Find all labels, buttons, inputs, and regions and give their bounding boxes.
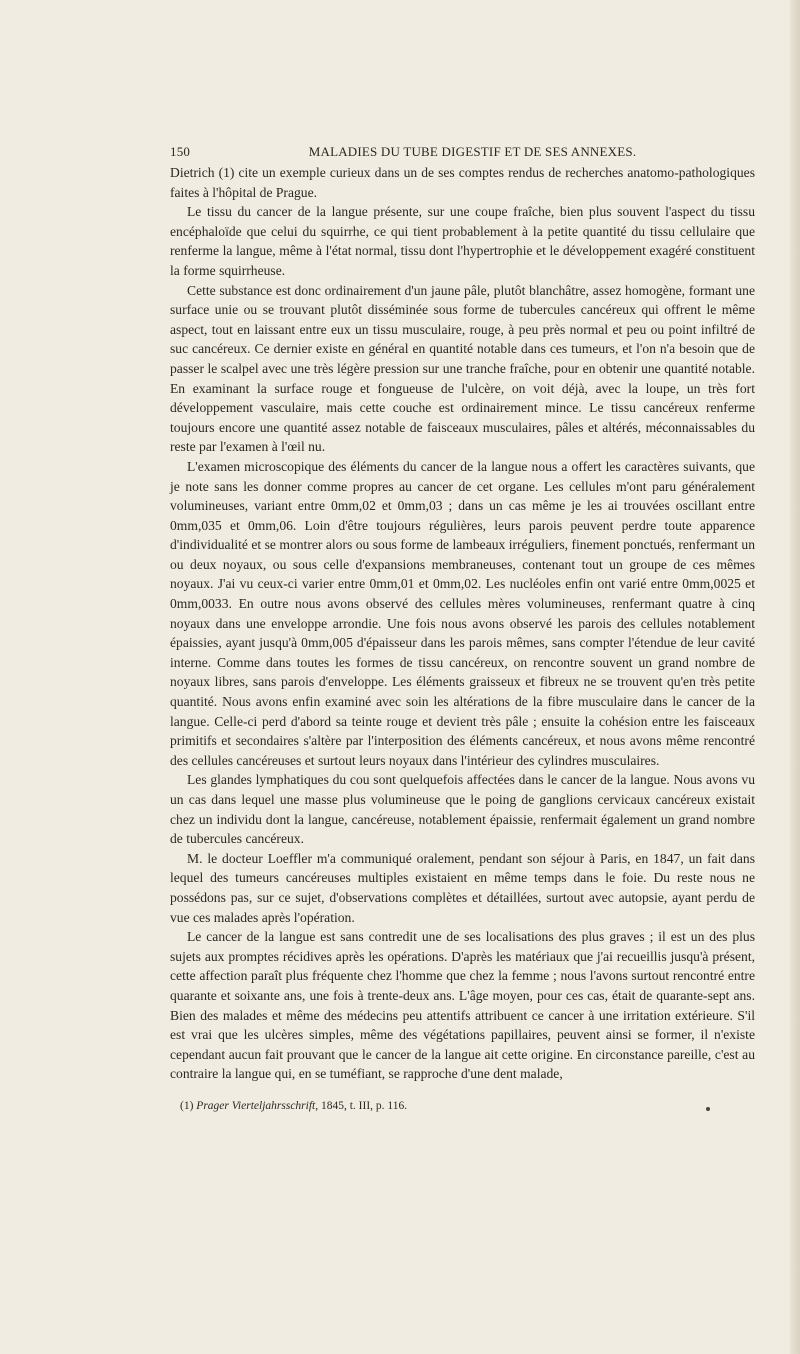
paragraph-7: Le cancer de la langue est sans contredit une de ses localisations des plus graves ; il est un des plus sujets aux promptes récidives après les opérations. D'après les matériaux que j'ai recueillis jusqu'à présent, cette affection paraît plus fréquente chez l'homme que chez la femme ; nous l'avons surtout rencontré entre quarante et soixante ans, une fois à trente-deux ans. L'âge moyen, pour ces cas, était de quarante-sept ans. Bien des malades et même des médecins peu attentifs attribuent ce cancer à une irritation extérieure. S'il est vrai que les ulcères simples, même des végétations papillaires, peuvent ainsi se former, il n'existe cependant aucun fait prouvant que le cancer de la langue ait cette origine. En circonstance pareille, c'est au contraire la langue qui, en se tuméfiant, se rapproche d'une dent malade, (170, 929, 755, 1082)
running-head: MALADIES DU TUBE DIGESTIF ET DE SES ANNEXES. (308, 144, 637, 159)
paragraph-6: M. le docteur Loeffler m'a communiqué oralement, pendant son séjour à Paris, en 1847, un fait dans lequel des tumeurs cancéreuses multiples existaient en même temps dans le foie. Du reste nous ne possédons pas, sur ce sujet, d'observations complètes et détaillées, surtout avec autopsie, ayant perdu de vue ces malades après l'opération. (170, 850, 755, 925)
footnote-title: Prager Vierteljahrsschrift (196, 1100, 316, 1112)
page-edge (790, 0, 800, 1354)
paragraph-3: Cette substance est donc ordinairement d'un jaune pâle, plutôt blanchâtre, assez homogène, formant une surface unie ou se trouvant plutôt disséminée sous forme de tubercules cancéreux qui offrent le même aspect, tout en laissant entre eux un tissu musculaire, rouge, à peu près normal et peu ou point infiltré de suc cancéreux. Ce dernier existe en général en quantité notable dans ces tumeurs, et l'on n'a besoin que de passer le scalpel avec une très légère pression sur une tranche fraîche, pour en obtenir une quantité notable. En examinant la surface rouge et fongueuse de l'ulcère, on voit déjà, avec la loupe, un très fort développement vasculaire, mais cette couche est ordinairement mince. Le tissu cancéreux renferme toujours encore une quantité assez notable de faisceaux musculaires, pâles et altérés, méconnaissables du reste par l'examen à l'œil nu. (170, 282, 755, 455)
paragraph-2: Le tissu du cancer de la langue présente, sur une coupe fraîche, bien plus souvent l'aspect du tissu encéphaloïde que celui du squirrhe, ce qui tient probablement à la petite quantité du tissu cellulaire que renferme la langue, même à l'état normal, tissu dont l'hypertrophie et le développement exagéré constituent la forme squirrheuse. (170, 204, 755, 278)
paragraph-1: Dietrich (1) cite un exemple curieux dans un de ses comptes rendus de recherches anatomo-pathologiques faites à l'hôpital de Prague. (170, 165, 755, 200)
body-text (170, 163, 755, 1084)
ink-speck (706, 1107, 710, 1111)
page-number: 150 (170, 144, 191, 159)
paragraph-5: Les glandes lymphatiques du cou sont quelquefois affectées dans le cancer de la langue. Nous avons vu un cas dans lequel une masse plus volumineuse que le poing de ganglions cervicaux cancéreux existait chez un individu dont la langue, cancéreuse, notablement épaissie, renfermait également un grand nombre de tubercules cancéreux. (170, 772, 755, 847)
footnote-details: , 1845, t. III, p. 116. (315, 1100, 408, 1112)
paragraph-4: L'examen microscopique des éléments du cancer de la langue nous a offert les caractères suivants, que je note sans les donner comme propres au cancer de cet organe. Les cellules m'ont paru généralement volumineuses, variant entre 0mm,02 et 0mm,03 ; dans un cas même je les ai trouvées oscillant entre 0mm,035 et 0mm,06. Loin d'être toujours régulières, leurs parois peuvent perdre toute apparence d'individualité et se montrer alors ou sous forme de lambeaux irréguliers, finement ponctués, renfermant un ou deux noyaux, ou sous celle d'expansions membraneuses, contenant tout un groupe de ces mêmes noyaux. J'ai vu ceux-ci varier entre 0mm,01 et 0mm,02. Les nucléoles enfin ont varié entre 0mm,0025 et 0mm,0033. En outre nous avons observé des cellules mères volumineuses, renfermant quatre à cinq noyaux dans une enveloppe arrondie. Une fois nous avons observé les parois des cellules notablement épaissies, ayant jusqu'à 0mm,005 d'épaisseur dans les parois mêmes, sans compter l'étendue de leur cavité interne. Comme dans toutes les formes de tissu cancéreux, on rencontre souvent un grand nombre de noyaux libres, sans parois d'enveloppe. Les éléments graisseux et fibreux ne se trouvent qu'en très petite quantité. Nous avons enfin examiné avec soin les altérations de la fibre musculaire dans le cancer de la langue. Celle-ci perd d'abord sa teinte rouge et devient très pâle ; ensuite la cohésion entre les faisceaux primitifs et secondaires s'altère par l'interposition des éléments cancéreux, et nous avons même rencontré des cellules cancéreuses et surtout leurs noyaux dans l'intérieur des cylindres musculaires. (170, 458, 755, 768)
footnote (180, 1098, 755, 1114)
footnote-marker: (1) (180, 1100, 194, 1112)
page-header (170, 143, 755, 161)
